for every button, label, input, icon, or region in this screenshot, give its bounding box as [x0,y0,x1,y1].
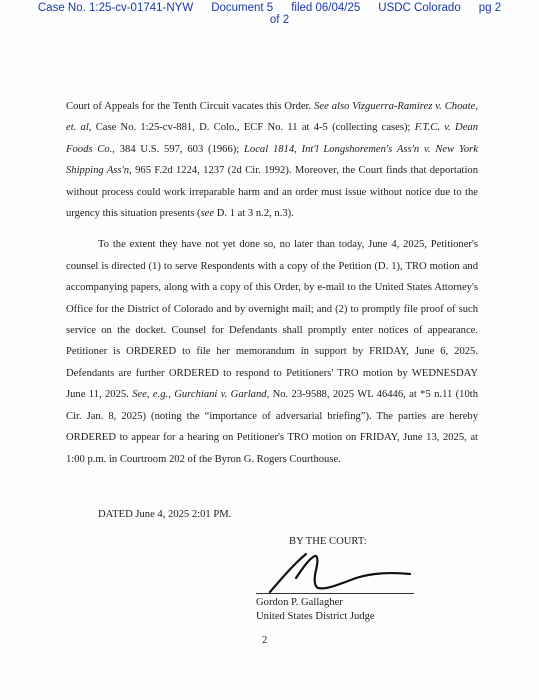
court-name: USDC Colorado [378,2,461,14]
document-body [66,96,478,470]
citation: Local 1814, Int'l Longshoremen's Ass'n v. New York Shipping Ass'n [66,143,478,177]
page-of: pg 2 [478,2,502,14]
page-total: of 2 [269,14,290,26]
ecf-header [0,2,539,26]
dated-line: DATED June 4, 2025 2:01 PM. [98,509,232,520]
citation: F.T.C. v. Dean Foods Co. [66,122,478,155]
citation: See, e.g., Gurchiani v. Garland [132,389,267,401]
paragraph-1: Court of Appeals for the Tenth Circuit vacates this Order. See also Vizguerra-Ramirez v. Choate, et. al, Case No. 1:25-cv-881, D. Colo., ECF No. 11 at 4-5 (collecting cases); F.T.C. v. Dean Foods Co., 384 U.S. 597, 603 (1966); Local 1814, Int'l Longshoremen's Ass'n v. New York Shipping Ass'n, 965 F.2d 1224, 1237 (2d Cir. 1992). Moreover, the Court finds that deportation without process could work irreparable harm and an order must issue without notice due to the urgency this situation presents (see D. 1 at 3 n.2, n.3). [66,101,478,220]
signer-name: Gordon P. Gallagher [256,597,343,608]
by-the-court: BY THE COURT: [289,536,367,547]
citation-signal: see [200,208,215,220]
signature-line [256,593,414,594]
paragraph-2: To the extent they have not yet done so, no later than today, June 4, 2025, Petitioner's counsel is directed (1) to serve Respondents with a copy of the Petition (D. 1), TRO motion and accompanying papers, along with a copy of this Order, by e-mail to the United States Attorney's Office for the District of Colorado and by overnight mail; and (2) to promptly file proof of such service on the docket. Counsel for Defendants shall promptly enter notices of appearance. Petitioner is ORDERED to file her memorandum in support by FRIDAY, June 6, 2025. Defendants are further ORDERED to respond to Petitioners' TRO motion by WEDNESDAY June 11, 2025. See, e.g., Gurchiani v. Garland, No. 23-9588, 2025 WL 46446, at *5 n.11 (10th Cir. Jan. 8, 2025) (noting the “importance of adversarial briefing”). The parties are hereby ORDERED to appear for a hearing on Petitioner's TRO motion on FRIDAY, June 13, 2025, at 1:00 p.m. in Courtroom 202 of the Byron G. Rogers Courthouse. [66,239,478,465]
signer-block [256,596,375,624]
filed-date: filed 06/04/25 [291,2,361,14]
document-number: Document 5 [211,2,274,14]
signer-title: United States District Judge [256,611,375,622]
case-number: Case No. 1:25-cv-01741-NYW [37,2,194,14]
judge-signature [260,548,420,596]
page-number: 2 [262,635,268,646]
citation: See also Vizguerra-Ramirez v. Choate, et. al [66,101,478,134]
